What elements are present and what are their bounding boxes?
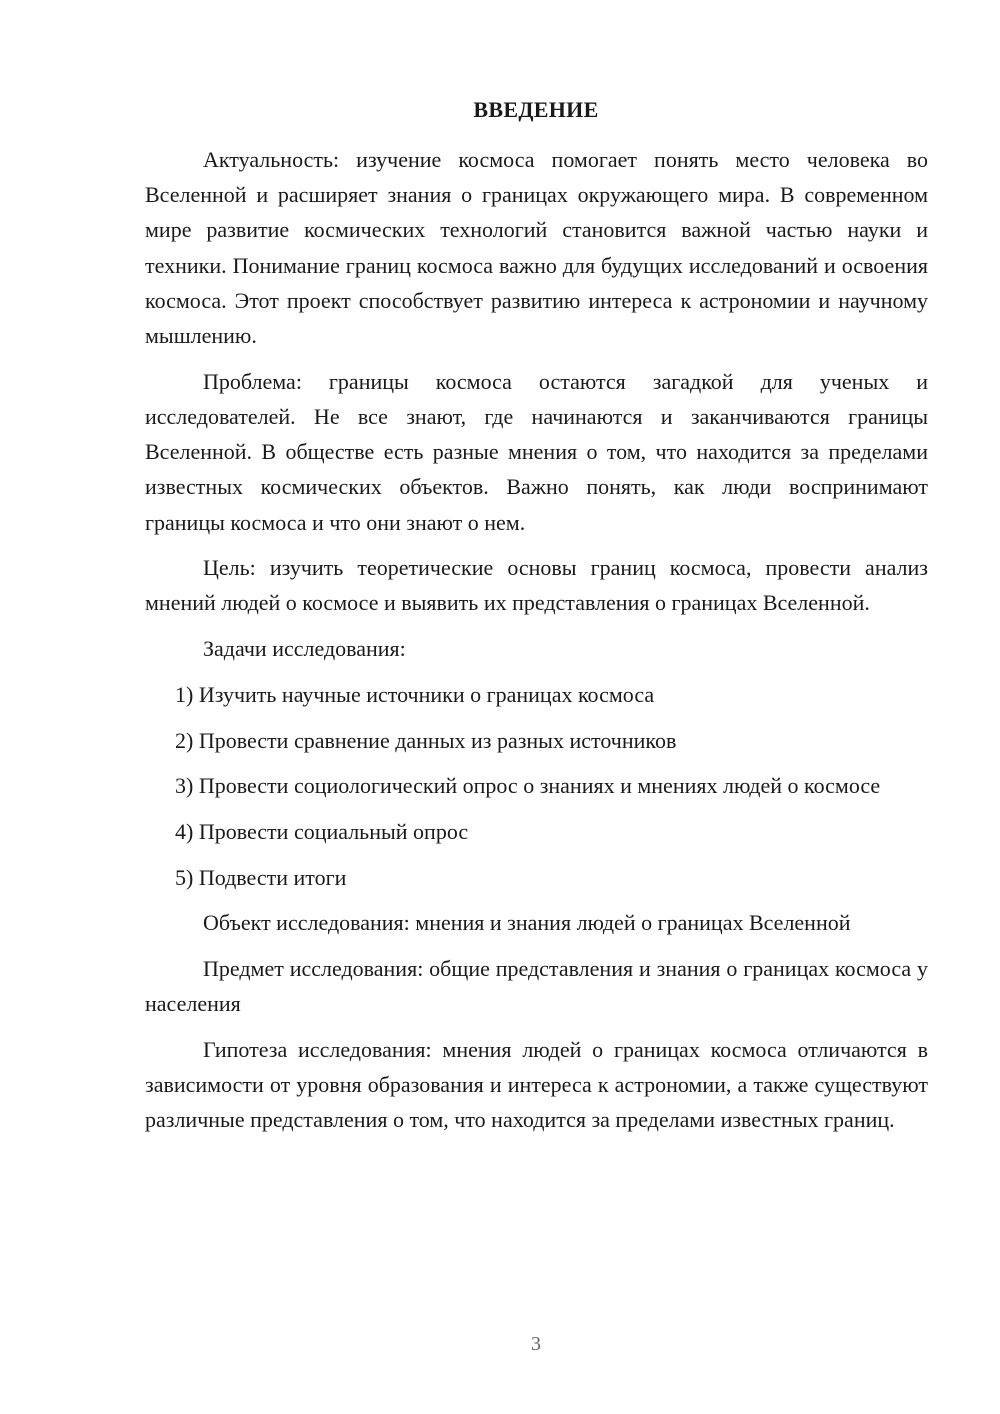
list-item: 4) Провести социальный опрос (175, 818, 469, 844)
list-item: 3) Провести социологический опрос о знаниях и мнениях людей о космосе (175, 773, 881, 799)
paragraph-subject: Предмет исследования: общие представления и знания о границах космоса у населения (145, 956, 928, 1017)
paragraph-problem: Проблема: границы космоса остаются загадкой для ученых и исследователей. Не все знают, где начинаются и заканчиваются границы Вселенной. В обществе есть разные мнения о том, что находится за пределами известных космических объектов. Важно понять, как люди воспринимают границы космоса и что они знают о нем. (145, 368, 928, 535)
paragraph-hypothesis: Гипотеза исследования: мнения людей о границах космоса отличаются в зависимости от уровня образования и интереса к астрономии, а также существуют различные представления о том, что находится за пределами известных границ. (145, 1036, 928, 1133)
paragraph-goal: Цель: изучить теоретические основы границ космоса, провести анализ мнений людей о космосе и выявить их представления о границах Вселенной. (145, 555, 928, 616)
page-number: 3 (531, 1333, 541, 1355)
paragraph-relevance: Актуальность: изучение космоса помогает понять место человека во Вселенной и расширяет знания о границах окружающего мира. В современном мире развитие космических технологий становится важной частью науки и техники. Понимание границ космоса важно для будущих исследований и освоения космоса. Этот проект способствует развитию интереса к астрономии и научному мышлению. (145, 147, 928, 349)
list-item: 2) Провести сравнение данных из разных источников (175, 727, 677, 753)
tasks-list (145, 677, 928, 895)
page-title: ВВЕДЕНИЕ (473, 97, 599, 122)
document-body (145, 142, 928, 1148)
tasks-heading: Задачи исследования: (203, 636, 406, 662)
paragraph-object: Объект исследования: мнения и знания людей о границах Вселенной (203, 910, 851, 936)
list-item: 5) Подвести итоги (175, 864, 347, 890)
list-item: 1) Изучить научные источники о границах космоса (175, 681, 655, 707)
